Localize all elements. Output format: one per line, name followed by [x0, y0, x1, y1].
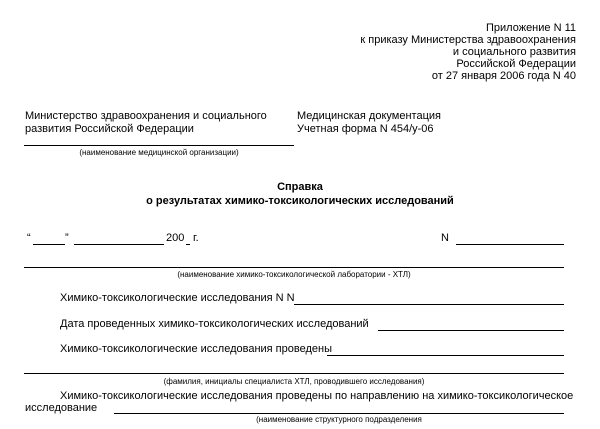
date-year-field[interactable]	[186, 244, 190, 245]
date-open-quote: “	[27, 232, 31, 244]
laboratory-name-field[interactable]	[24, 267, 564, 268]
appendix-line-3: и социального развития	[452, 46, 576, 58]
appendix-line-2: к приказу Министерства здравоохранения	[360, 34, 576, 46]
organization-line-1: Министерство здравоохранения и социального	[25, 110, 267, 122]
research-numbers-label: Химико-токсикологические исследования N N	[60, 292, 295, 304]
date-year-suffix: г.	[193, 232, 199, 244]
research-numbers-field[interactable]	[294, 304, 564, 305]
date-close-quote: ”	[65, 232, 69, 244]
medical-document-line-2: Учетная форма N 454/у-06	[297, 123, 434, 135]
certificate-number-field[interactable]	[456, 244, 564, 245]
research-performed-field[interactable]	[327, 355, 564, 356]
specialist-name-field[interactable]	[24, 373, 564, 374]
research-date-label: Дата проведенных химико-токсикологических исследований	[60, 318, 369, 330]
organization-name	[25, 110, 267, 136]
date-month-field[interactable]	[74, 244, 164, 245]
research-performed-label: Химико-токсикологические исследования проведены	[60, 343, 332, 355]
research-date-field[interactable]	[378, 330, 564, 331]
referral-text-line-1: Химико-токсикологические исследования проведены по направлению на химико-токсикологическое	[60, 390, 574, 402]
medical-document-info	[297, 110, 441, 136]
referral-text-line-2: исследование	[25, 402, 98, 414]
organization-line-2: развития Российской Федерации	[25, 123, 194, 135]
appendix-header	[360, 22, 576, 82]
date-year-prefix: 200	[166, 232, 185, 244]
specialist-caption: (фамилия, инициалы специалиста ХТЛ, проводившего исследования)	[163, 377, 425, 386]
certificate-number-label: N	[441, 232, 449, 244]
department-name-field[interactable]	[114, 413, 564, 414]
document-title: Справка	[277, 181, 323, 193]
medical-document-line-1: Медицинская документация	[297, 110, 441, 122]
department-caption: (наименование структурного подразделения	[256, 415, 422, 424]
date-day-field[interactable]	[33, 244, 65, 245]
appendix-line-5: от 27 января 2006 года N 40	[431, 70, 576, 82]
laboratory-caption: (наименование химико-токсикологической лаборатории - ХТЛ)	[177, 270, 411, 279]
organization-caption: (наименование медицинской организации)	[79, 148, 239, 157]
appendix-line-1: Приложение N 11	[486, 22, 576, 34]
appendix-line-4: Российской Федерации	[456, 58, 576, 70]
organization-underline	[24, 145, 294, 146]
document-subtitle: о результатах химико-токсикологических исследований	[146, 195, 454, 207]
